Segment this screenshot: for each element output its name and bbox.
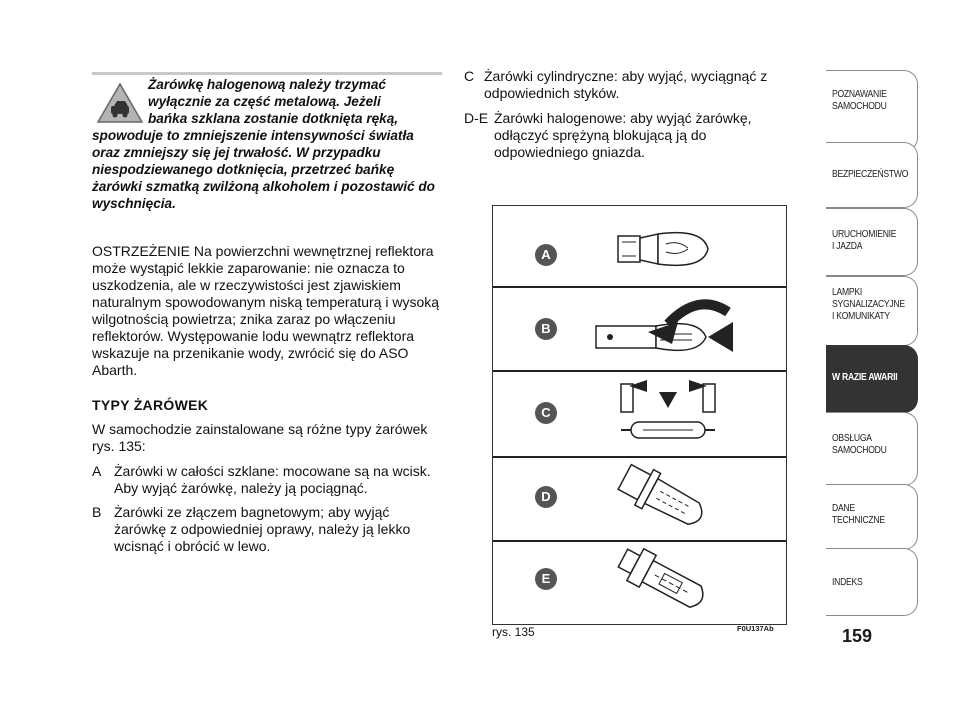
- figure-code: F0U137Ab: [737, 624, 774, 633]
- item-label: C: [464, 68, 475, 84]
- item-text: Żarówki ze złączem bagnetowym; aby wyjąć żarówkę z odpowiedniej oprawy, należy ją lekko wcisnąć i obrócić w lewo.: [114, 504, 411, 554]
- bulb-types-figure: [492, 205, 787, 625]
- figure-divider: [493, 370, 786, 372]
- figure-divider: [493, 286, 786, 288]
- figure-divider: [493, 456, 786, 458]
- warning-rest: spowoduje to zmniejszenie intensywności światła oraz zmniejszy się jej trwałość. W przypadku niespodziewanego dotknięcia, przetrzeć bańkę żarówki szmatką zwilżoną alkoholem i pozostawić do wyschnięcia.: [92, 128, 435, 211]
- festoon-bulb-illustration: [613, 376, 723, 454]
- figure-badge-c: C: [535, 402, 557, 424]
- item-label: D-E: [464, 110, 489, 126]
- tab-uruchomienie-i-jazda[interactable]: [826, 208, 918, 276]
- tab-lampki-sygnalizacyjne[interactable]: [826, 276, 918, 346]
- tab-label: BEZPIECZEŃSTWO: [832, 169, 909, 180]
- figure-caption: rys. 135: [492, 625, 535, 639]
- warning-note: [92, 76, 444, 212]
- bayonet-bulb-illustration: [588, 292, 778, 368]
- item-text: Żarówki cylindryczne: aby wyjąć, wyciągnąć z odpowiednich styków.: [484, 68, 768, 101]
- tab-dane-techniczne[interactable]: [826, 484, 918, 550]
- figure-divider: [493, 540, 786, 542]
- figure-badge-a: A: [535, 244, 557, 266]
- h4-halogen-bulb-illustration: [613, 462, 723, 538]
- item-text: Żarówki w całości szklane: mocowane są na wcisk. Aby wyjąć żarówkę, należy ją pociągnąć.: [114, 463, 431, 496]
- tab-label: DANE TECHNICZNE: [832, 503, 885, 526]
- tab-w-razie-awarii[interactable]: [826, 345, 918, 413]
- tab-poznawanie-samochodu[interactable]: [826, 70, 918, 152]
- tab-label: W RAZIE AWARII: [832, 372, 898, 383]
- item-text: Żarówki halogenowe: aby wyjąć żarówkę, odłączyć sprężyną blokującą ją do odpowiedniego gniazda.: [494, 110, 752, 160]
- section-heading: TYPY ŻARÓWEK: [92, 397, 209, 413]
- wedge-bulb-illustration: [608, 218, 728, 278]
- h1-halogen-bulb-illustration: [613, 544, 723, 620]
- figure-badge-d: D: [535, 486, 557, 508]
- tab-label: INDEKS: [832, 577, 863, 588]
- page-number: 159: [842, 626, 873, 646]
- warning-line-3: bańka szklana zostanie dotknięta ręką,: [148, 111, 399, 126]
- tab-obsluga-samochodu[interactable]: [826, 412, 918, 486]
- warning-line-1: Żarówkę halogenową należy trzymać: [148, 77, 386, 92]
- figure-badge-e: E: [535, 568, 557, 590]
- tab-label: LAMPKI SYGNALIZACYJNE I KOMUNIKATY: [832, 287, 905, 322]
- tab-label: POZNAWANIE SAMOCHODU: [832, 89, 887, 112]
- item-label: A: [92, 463, 102, 479]
- tab-label: OBSŁUGA SAMOCHODU: [832, 433, 887, 456]
- warning-line-2: wyłącznie za część metalową. Jeżeli: [148, 94, 381, 109]
- intro-paragraph: W samochodzie zainstalowane są różne typy żarówek rys. 135:: [92, 421, 428, 454]
- tab-indeks[interactable]: [826, 548, 918, 616]
- tab-label: URUCHOMIENIE I JAZDA: [832, 229, 897, 252]
- warning-divider: [92, 72, 442, 75]
- tab-bezpieczenstwo[interactable]: [826, 142, 918, 208]
- figure-badge-b: B: [535, 318, 557, 340]
- condensation-warning-paragraph: OSTRZEŻENIE Na powierzchni wewnętrznej reflektora może wystąpić lekkie zaparowanie: nie oznacza to uszkodzenia, ale w rzeczywistości jest zjawiskiem naturalnym spowodowanym niską temperaturą i wysoką wilgotnością powietrza; znika zaraz po włączeniu reflektorów. Występowanie lodu wewnątrz reflektora wskazuje na przenikanie wody, zwrócić się do ASO Abarth.: [92, 243, 440, 378]
- item-label: B: [92, 504, 102, 520]
